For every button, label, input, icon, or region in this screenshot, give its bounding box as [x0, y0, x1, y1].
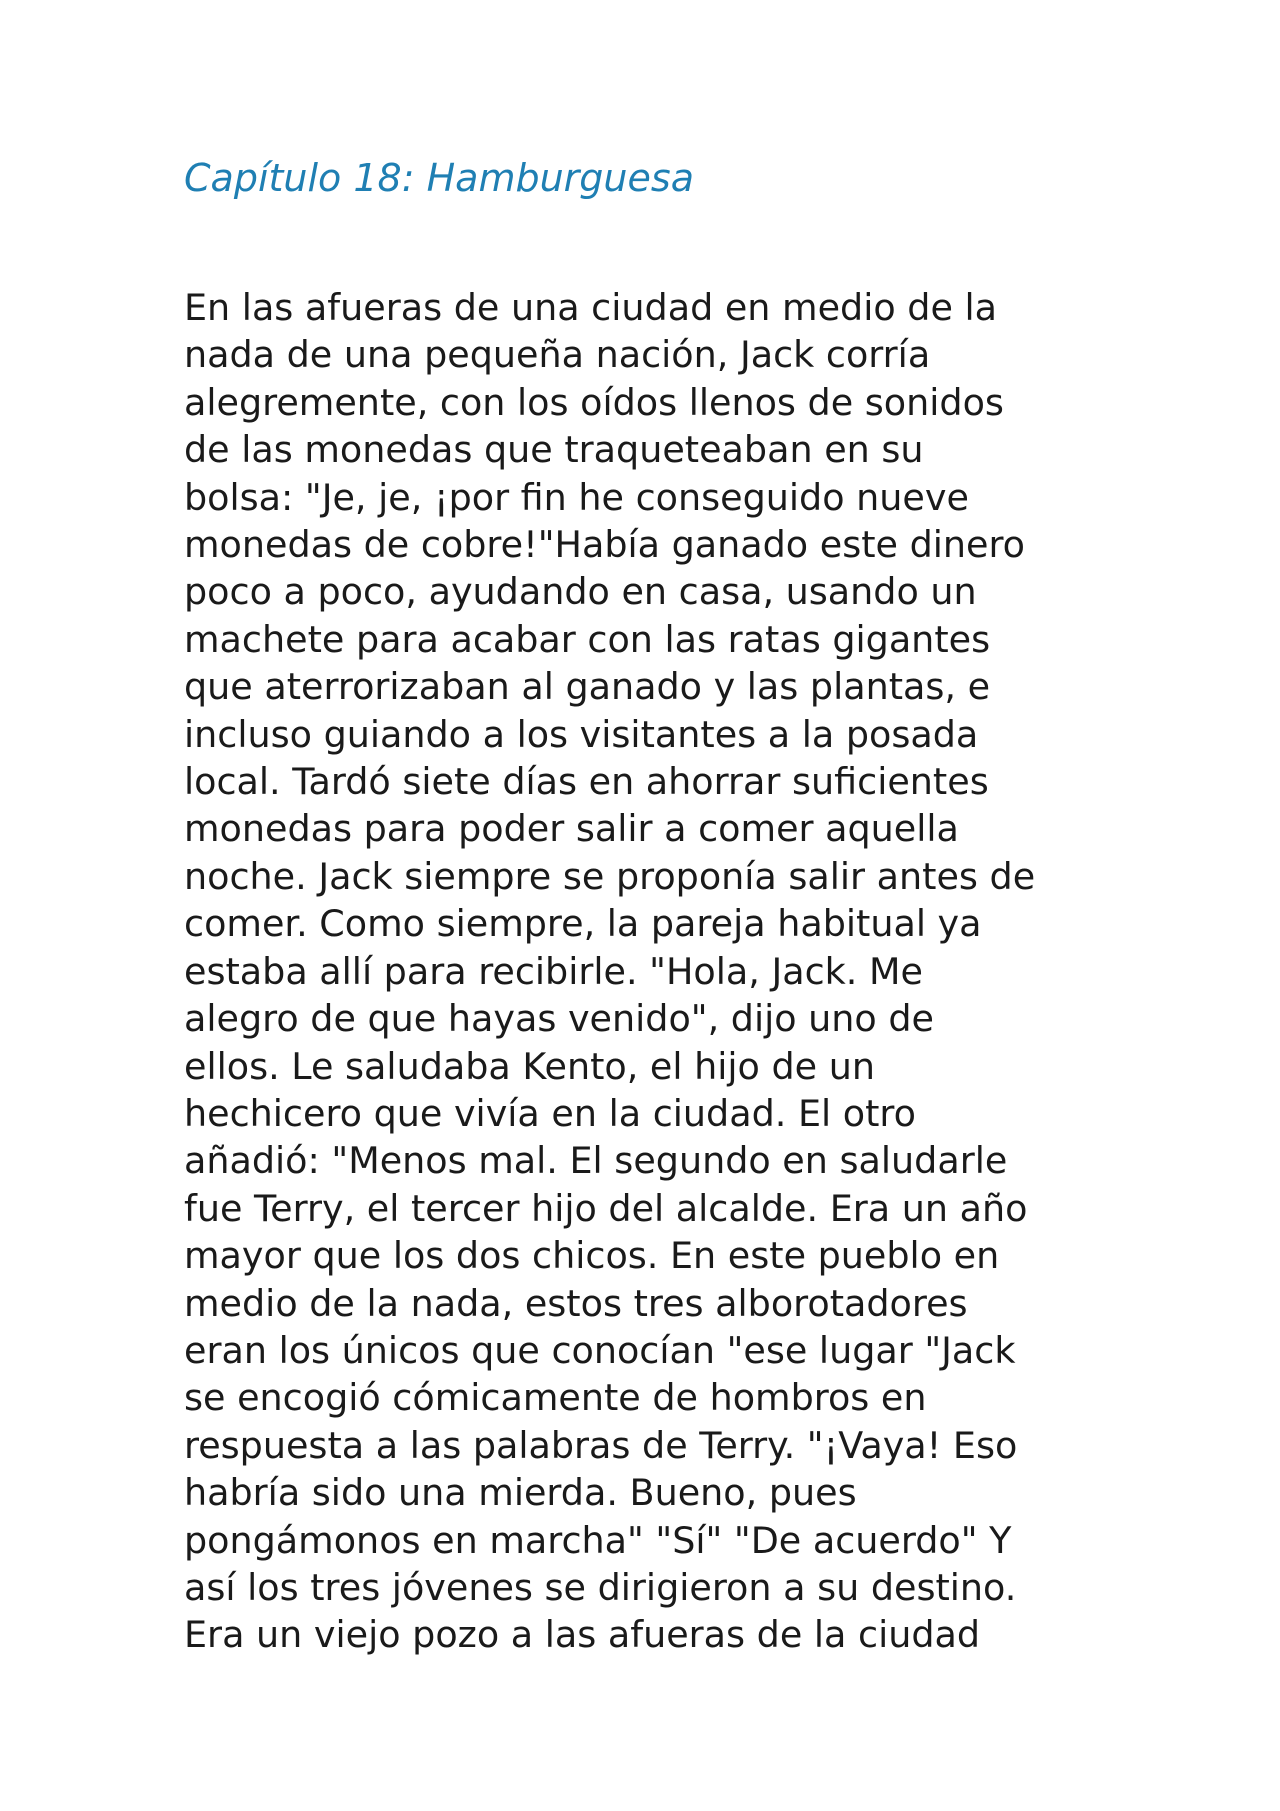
- text-line: estaba allí para recibirle. "Hola, Jack. Me: [184, 949, 923, 993]
- text-line: machete para acabar con las ratas gigantes: [184, 617, 991, 661]
- text-line: de las monedas que traqueteaban en su: [184, 428, 924, 472]
- text-line: local. Tardó siete días en ahorrar suficientes: [184, 760, 989, 804]
- text-line: poco a poco, ayudando en casa, usando un: [184, 570, 977, 614]
- text-line: noche. Jack siempre se proponía salir antes de: [184, 854, 1036, 898]
- text-line: fue Terry, el tercer hijo del alcalde. Era un año: [184, 1186, 1028, 1230]
- text-line: alegremente, con los oídos llenos de sonidos: [184, 380, 1004, 424]
- text-line: hechicero que vivía en la ciudad. El otro: [184, 1091, 916, 1135]
- text-line: que aterrorizaban al ganado y las plantas, e: [184, 665, 991, 709]
- text-line: habría sido una mierda. Bueno, pues: [184, 1471, 857, 1515]
- text-line: añadió: "Menos mal. El segundo en saludarle: [184, 1139, 1008, 1183]
- text-line: se encogió cómicamente de hombros en: [184, 1376, 927, 1420]
- text-line: comer. Como siempre, la pareja habitual ya: [184, 902, 982, 946]
- text-line: bolsa: "Je, je, ¡por fin he conseguido nueve: [184, 475, 969, 519]
- text-line: mayor que los dos chicos. En este pueblo en: [184, 1234, 1000, 1278]
- text-line: respuesta a las palabras de Terry. "¡Vaya! Eso: [184, 1423, 1018, 1467]
- text-line: monedas para poder salir a comer aquella: [184, 807, 959, 851]
- text-line: eran los únicos que conocían "ese lugar "Jack: [184, 1328, 1016, 1372]
- text-line: monedas de cobre!"Había ganado este dinero: [184, 523, 1026, 567]
- text-line: medio de la nada, estos tres alborotadores: [184, 1281, 968, 1325]
- text-line: pongámonos en marcha" "Sí" "De acuerdo" Y: [184, 1518, 1012, 1562]
- chapter-title: Capítulo 18: Hamburguesa: [184, 156, 694, 200]
- text-line: En las afueras de una ciudad en medio de la: [184, 286, 998, 329]
- chapter-body: [184, 284, 1144, 1659]
- text-line: Era un viejo pozo a las afueras de la ciudad: [184, 1613, 981, 1657]
- text-line: así los tres jóvenes se dirigieron a su destino.: [184, 1565, 1017, 1609]
- text-line: alegro de que hayas venido", dijo uno de: [184, 997, 934, 1041]
- text-line: ellos. Le saludaba Kento, el hijo de un: [184, 1044, 875, 1088]
- text-line: nada de una pequeña nación, Jack corría: [184, 333, 931, 377]
- text-line: incluso guiando a los visitantes a la posada: [184, 712, 979, 756]
